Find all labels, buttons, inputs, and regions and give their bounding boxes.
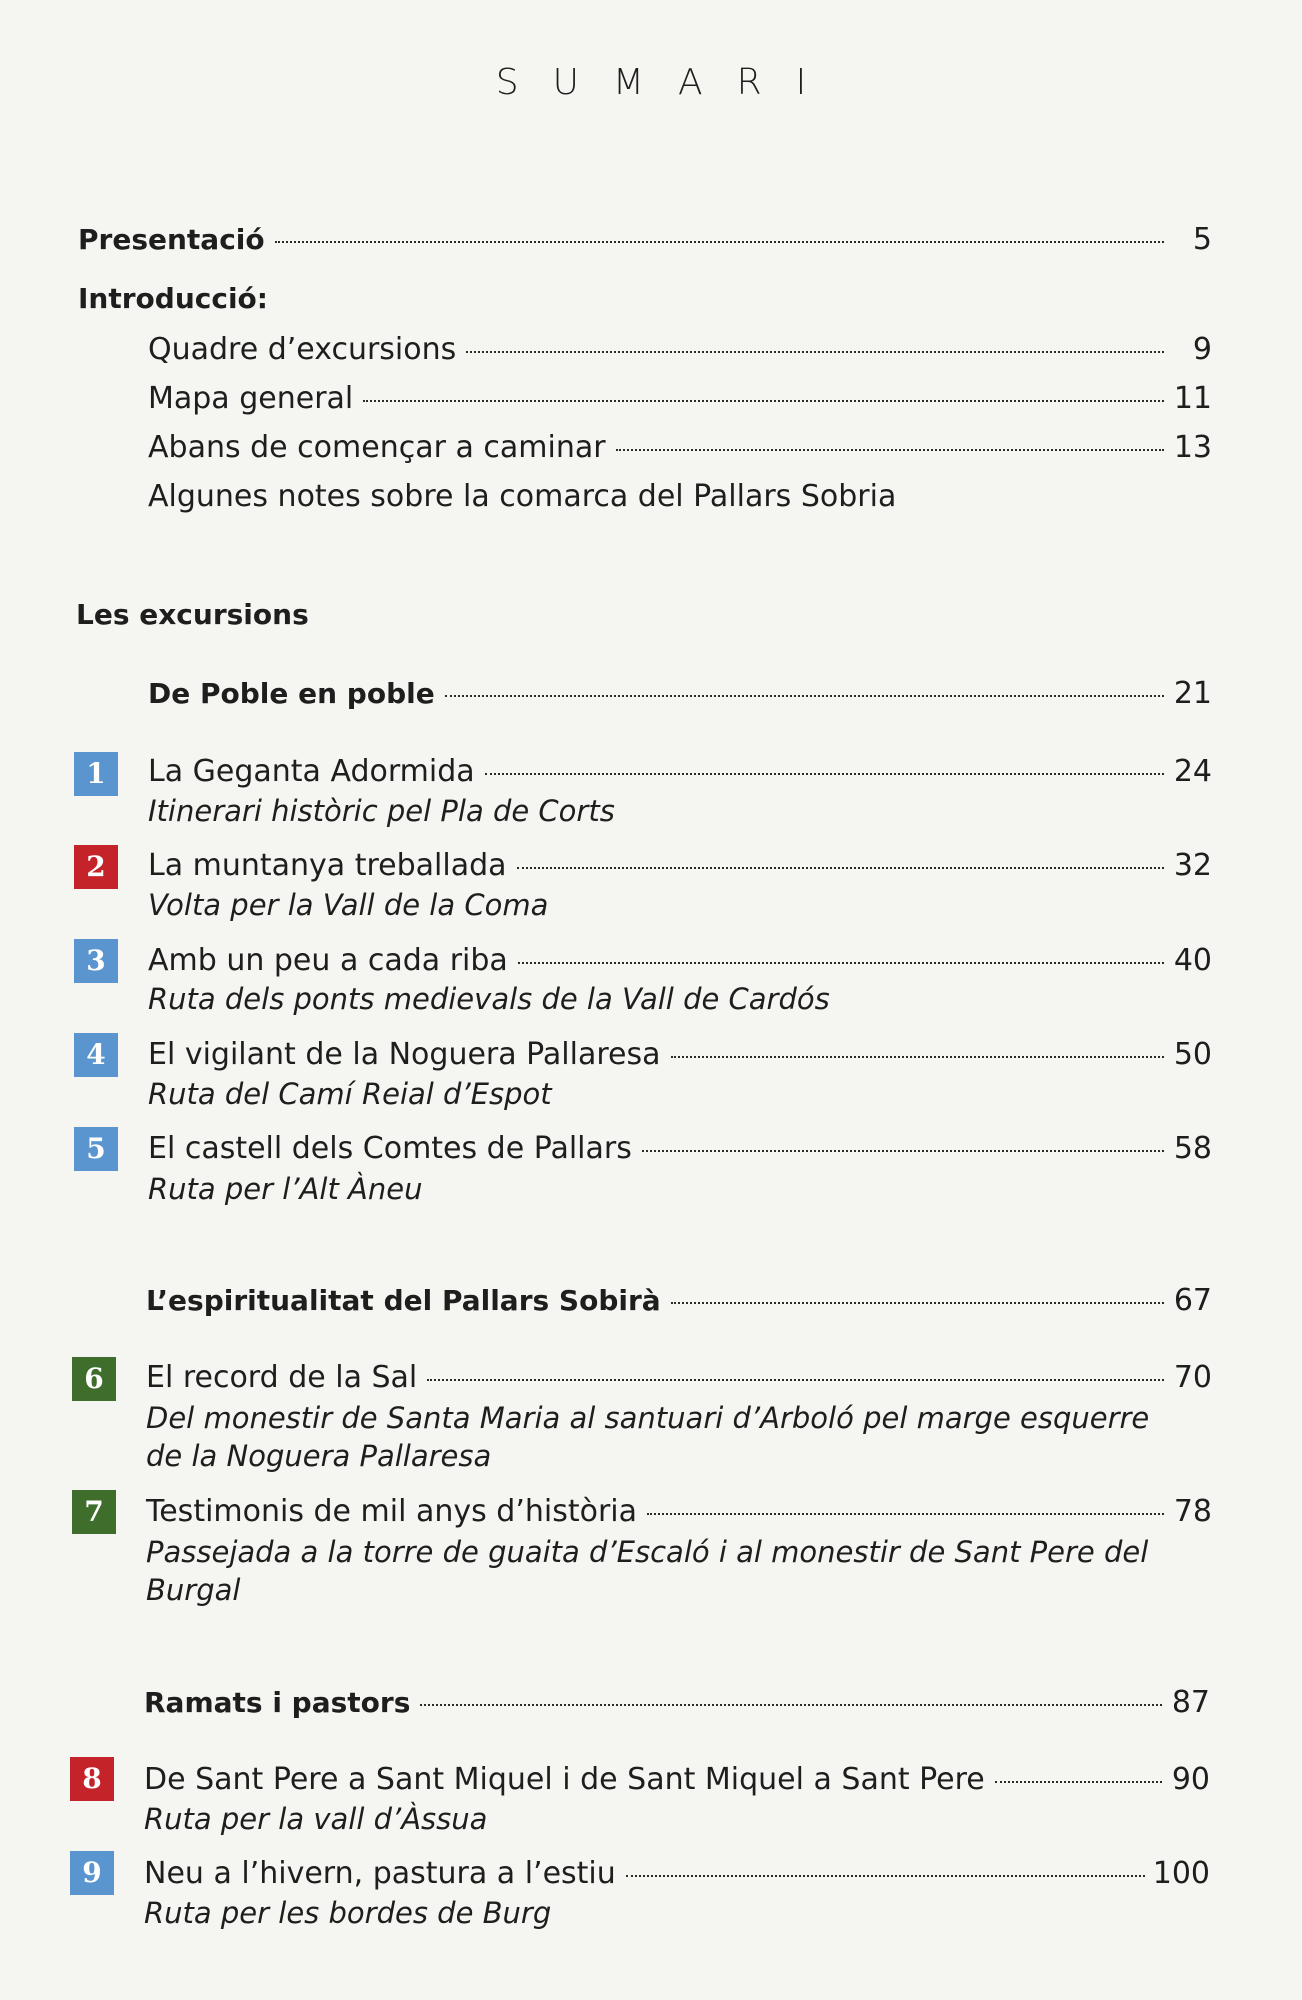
toc-label: Presentació <box>78 223 265 256</box>
toc-entry-route-7[interactable] <box>146 1494 1212 1529</box>
route-subtitle: Ruta per les bordes de Burg <box>144 1896 552 1930</box>
toc-page-number: 9 <box>1192 332 1212 367</box>
toc-entry-presentacio[interactable] <box>78 222 1212 257</box>
route-title: Amb un peu a cada riba <box>148 943 508 978</box>
page-title: SUMARI <box>495 62 841 103</box>
route-subtitle: Ruta dels ponts medievals de la Vall de Cardós <box>148 982 830 1016</box>
section-title: De Poble en poble <box>148 677 435 710</box>
toc-entry-mapa[interactable] <box>148 381 1212 416</box>
route-badge: 7 <box>72 1490 116 1534</box>
toc-page-number: 87 <box>1171 1685 1210 1720</box>
leader-dots <box>642 1150 1164 1152</box>
toc-page-number: 5 <box>1192 222 1212 257</box>
route-subtitle: de la Noguera Pallaresa <box>146 1439 492 1473</box>
route-subtitle: Passejada a la torre de guaita d’Escaló i al monestir de Sant Pere del <box>146 1535 1149 1569</box>
route-badge: 1 <box>74 752 118 796</box>
toc-label: Algunes notes sobre la comarca del Pallars Sobria <box>148 479 897 514</box>
toc-entry-notes[interactable] <box>148 479 896 514</box>
toc-entry-route-9[interactable] <box>144 1856 1210 1891</box>
toc-entry-route-5[interactable] <box>148 1131 1212 1166</box>
toc-page-number: 32 <box>1173 848 1212 883</box>
route-subtitle: Ruta del Camí Reial d’Espot <box>148 1077 552 1111</box>
route-title: Neu a l’hivern, pastura a l’estiu <box>144 1856 616 1891</box>
route-badge: 5 <box>74 1127 118 1171</box>
leader-dots <box>420 1704 1162 1706</box>
route-title: Testimonis de mil anys d’història <box>146 1494 638 1529</box>
toc-page-number: 24 <box>1173 754 1212 789</box>
introduccio-heading: Introducció: <box>78 282 268 315</box>
section-de-poble-en-poble[interactable] <box>148 676 1212 711</box>
route-title: La Geganta Adormida <box>148 754 475 789</box>
route-badge: 2 <box>74 845 118 889</box>
leader-dots <box>995 1781 1162 1783</box>
leader-dots <box>671 1056 1164 1058</box>
toc-page-number: 70 <box>1173 1360 1212 1395</box>
leader-dots <box>647 1513 1164 1515</box>
toc-page-number: 67 <box>1173 1283 1212 1318</box>
route-subtitle: Ruta per la vall d’Àssua <box>144 1802 488 1836</box>
toc-entry-route-2[interactable] <box>148 848 1212 883</box>
toc-page-number: 78 <box>1173 1494 1212 1529</box>
route-subtitle: Ruta per l’Alt Àneu <box>148 1172 423 1206</box>
route-subtitle: Burgal <box>146 1573 241 1607</box>
toc-page-number: 21 <box>1173 676 1212 711</box>
toc-page-number: 13 <box>1173 430 1212 465</box>
toc-entry-route-3[interactable] <box>148 943 1212 978</box>
toc-page-number: 40 <box>1173 943 1212 978</box>
section-title: L’espiritualitat del Pallars Sobirà <box>146 1284 661 1317</box>
leader-dots <box>445 695 1164 697</box>
leader-dots <box>671 1302 1164 1304</box>
toc-entry-route-4[interactable] <box>148 1037 1212 1072</box>
leader-dots <box>616 449 1164 451</box>
section-ramats[interactable] <box>144 1685 1210 1720</box>
toc-entry-route-8[interactable] <box>144 1762 1210 1797</box>
route-title: La muntanya treballada <box>148 848 507 883</box>
route-title: El vigilant de la Noguera Pallaresa <box>148 1037 661 1072</box>
toc-page-number: 50 <box>1173 1037 1212 1072</box>
section-title: Ramats i pastors <box>144 1686 411 1719</box>
route-title: El castell dels Comtes de Pallars <box>148 1131 632 1166</box>
toc-page-number: 90 <box>1171 1762 1210 1797</box>
leader-dots <box>626 1875 1145 1877</box>
toc-entry-route-6[interactable] <box>146 1360 1212 1395</box>
route-title: El record de la Sal <box>146 1360 418 1395</box>
route-badge: 6 <box>72 1357 116 1401</box>
leader-dots <box>517 867 1164 869</box>
toc-entry-quadre[interactable] <box>148 332 1212 367</box>
leader-dots <box>275 241 1164 243</box>
leader-dots <box>427 1379 1164 1381</box>
route-subtitle: Itinerari històric pel Pla de Corts <box>148 794 615 828</box>
toc-label: Mapa general <box>148 381 354 416</box>
leader-dots <box>518 962 1164 964</box>
toc-entry-route-1[interactable] <box>148 754 1212 789</box>
route-badge: 3 <box>74 939 118 983</box>
toc-page-number: 58 <box>1173 1131 1212 1166</box>
section-espiritualitat[interactable] <box>146 1283 1212 1318</box>
route-subtitle: Del monestir de Santa Maria al santuari d’Arboló pel marge esquerre <box>146 1401 1150 1435</box>
route-title: De Sant Pere a Sant Miquel i de Sant Miquel a Sant Pere <box>144 1762 985 1797</box>
toc-page-number: 100 <box>1152 1856 1210 1891</box>
toc-label: Abans de començar a caminar <box>148 430 606 465</box>
toc-page-number: 11 <box>1173 381 1212 416</box>
leader-dots <box>466 351 1164 353</box>
leader-dots <box>485 773 1164 775</box>
route-badge: 8 <box>70 1757 114 1801</box>
route-badge: 9 <box>70 1851 114 1895</box>
toc-entry-abans[interactable] <box>148 430 1212 465</box>
toc-label: Quadre d’excursions <box>148 332 457 367</box>
route-subtitle: Volta per la Vall de la Coma <box>148 888 549 922</box>
route-badge: 4 <box>74 1033 118 1077</box>
leader-dots <box>363 400 1164 402</box>
excursions-heading: Les excursions <box>76 598 309 631</box>
